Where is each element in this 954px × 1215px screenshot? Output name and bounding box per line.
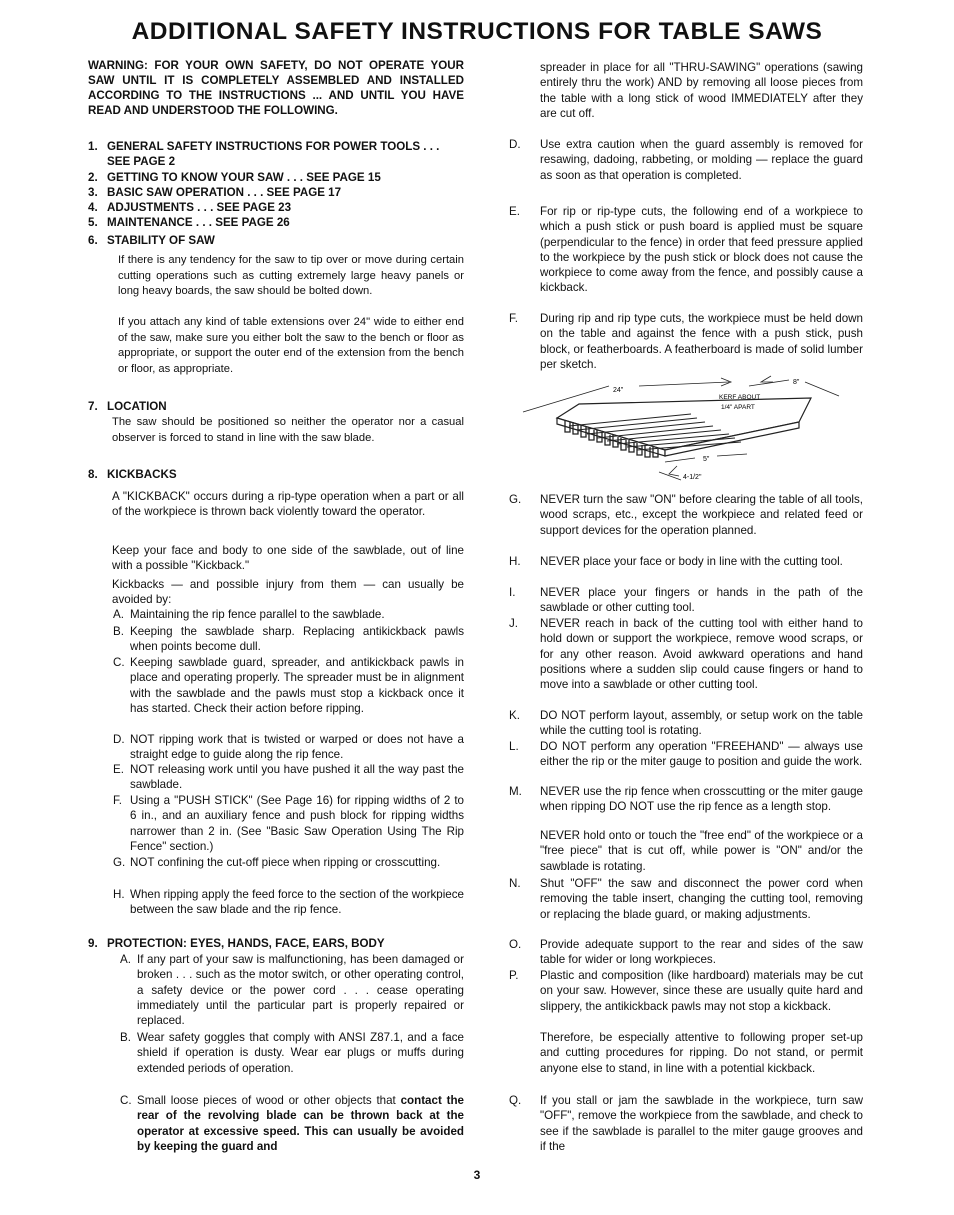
item-letter: F. bbox=[113, 794, 123, 807]
item-text: Shut "OFF" the saw and disconnect the power cord when removing the table insert, changing the cutting tool, removing or replacing the blade guard, or making adjustments. bbox=[540, 877, 863, 921]
item-letter: M. bbox=[509, 785, 522, 798]
item-letter: G. bbox=[509, 493, 522, 506]
item-text: For rip or rip-type cuts, the following end of a workpiece to which a push stick or push board is applied must be square (perpendicular to the fence) in order that feed pressure applied to the workpiece by the push stick or block does not cause the workpiece to come away from the fence, and possibly cause a kickback. bbox=[540, 205, 863, 295]
section-number: 7. bbox=[88, 400, 98, 413]
numbered-item-text: GENERAL SAFETY INSTRUCTIONS FOR POWER TOOLS . . . SEE PAGE 2 bbox=[107, 140, 440, 169]
kickback-item-d bbox=[113, 732, 464, 763]
item-letter: Q. bbox=[509, 1094, 522, 1107]
numbered-item-number: 2. bbox=[88, 171, 98, 184]
numbered-item-number: 1. bbox=[88, 140, 98, 153]
numbered-item-text: STABILITY OF SAW bbox=[107, 234, 215, 247]
kickback-item-c bbox=[113, 655, 464, 716]
numbered-item-5 bbox=[88, 215, 464, 230]
numbered-item-number: 6. bbox=[88, 234, 98, 247]
protection-item-a bbox=[120, 952, 464, 1028]
item-text: When ripping apply the feed force to the section of the workpiece between the saw blade and the rip fence. bbox=[130, 888, 464, 917]
protection-item-b bbox=[120, 1030, 464, 1076]
item-text: NEVER place your fingers or hands in the path of the sawblade or other cutting tool. bbox=[540, 586, 863, 615]
item-letter: D. bbox=[113, 733, 125, 746]
item-letter: E. bbox=[113, 763, 124, 776]
right-continuation-paragraph: spreader in place for all "THRU-SAWING" operations (sawing entirely thru the work) AND by removing all loose pieces from the table with a long stick of wood IMMEDIATELY after they are cut off. bbox=[540, 61, 863, 120]
section-location-heading bbox=[88, 399, 464, 414]
item-letter: A. bbox=[120, 953, 131, 966]
item-text: Use extra caution when the guard assembly is removed for resawing, dadoing, rabbeting, or molding — replace the guard as soon as that operation is completed. bbox=[540, 138, 863, 182]
right-item-g bbox=[509, 492, 863, 538]
numbered-item-text: BASIC SAW OPERATION . . . SEE PAGE 17 bbox=[107, 186, 342, 199]
stability-paragraph-2: If you attach any kind of table extensions over 24" wide to either end of the saw, make sure you either bolt the saw to the bench or floor as appropriate, or support the outer end of the extension from the bench or floor, as appropriate. bbox=[118, 316, 464, 375]
section-number: 9. bbox=[88, 937, 98, 950]
kickback-item-f bbox=[113, 793, 464, 854]
sketch-dim-5: 5" bbox=[703, 456, 710, 463]
right-item-m-continuation: NEVER hold onto or touch the "free end" of the workpiece or a "free piece" that is cut off, while power is "ON" and/or the sawblade is rotating. bbox=[540, 829, 863, 873]
kickbacks-paragraph-1: A "KICKBACK" occurs during a rip-type operation when a part or all of the workpiece is thrown back violently toward the operator. bbox=[112, 490, 464, 519]
sketch-dim-8: 8" bbox=[793, 379, 800, 386]
item-text-bold: contact the rear of the revolving blade can be thrown back at the operator at excessive speed. This can usually be avoided by keeping the guard and bbox=[137, 1094, 464, 1153]
right-item-h bbox=[509, 554, 863, 569]
right-item-j bbox=[509, 616, 863, 692]
item-letter: B. bbox=[113, 625, 124, 638]
numbered-item-number: 4. bbox=[88, 201, 98, 214]
kickbacks-paragraph-2: Keep your face and body to one side of the sawblade, out of line with a possible "Kickback." bbox=[112, 544, 464, 573]
right-item-q bbox=[509, 1093, 863, 1154]
item-letter: O. bbox=[509, 938, 522, 951]
section-heading: LOCATION bbox=[107, 400, 167, 413]
item-letter: I. bbox=[509, 586, 516, 599]
item-letter: J. bbox=[509, 617, 519, 630]
sketch-dim-4: 4-1/2" bbox=[683, 474, 702, 481]
item-text-normal: Small loose pieces of wood or other objects that bbox=[137, 1094, 401, 1107]
item-letter: G. bbox=[113, 856, 126, 869]
item-letter: K. bbox=[509, 709, 520, 722]
item-text: NEVER use the rip fence when crosscutting or the miter gauge when ripping DO NOT use the rip fence as a length stop. bbox=[540, 785, 863, 814]
item-letter: L. bbox=[509, 740, 519, 753]
right-item-k bbox=[509, 708, 863, 739]
item-text: NEVER reach in back of the cutting tool with either hand to hold down or support the workpiece, remove wood scraps, or for any other reason. Avoid awkward operations and hand positions where a sudden slip could cause fingers or hand to move into a sawblade or other cutting tool. bbox=[540, 617, 863, 692]
sketch-kerf-line-1: KERF ABOUT bbox=[719, 394, 761, 401]
numbered-item-3 bbox=[88, 185, 464, 200]
kickback-item-e bbox=[113, 762, 464, 793]
page-title: ADDITIONAL SAFETY INSTRUCTIONS FOR TABLE SAWS bbox=[131, 18, 823, 45]
item-text: DO NOT perform layout, assembly, or setup work on the table while the cutting tool is rotating. bbox=[540, 709, 863, 738]
stability-paragraph-1: If there is any tendency for the saw to tip over or move during certain cutting operations such as cutting extremely large heavy panels or long heavy boards, the saw should be bolted down. bbox=[118, 254, 464, 298]
section-heading: KICKBACKS bbox=[107, 468, 177, 481]
sketch-dim-24: 24" bbox=[613, 387, 624, 394]
numbered-item-6 bbox=[88, 233, 464, 248]
numbered-item-text: GETTING TO KNOW YOUR SAW . . . SEE PAGE 15 bbox=[107, 171, 381, 184]
item-text: NEVER place your face or body in line with the cutting tool. bbox=[540, 555, 843, 568]
right-item-e bbox=[509, 204, 863, 296]
section-protection-heading bbox=[88, 936, 464, 951]
right-item-p bbox=[509, 968, 863, 1014]
item-text: DO NOT perform any operation "FREEHAND" — always use either the rip or the miter gauge to position and guide the work. bbox=[540, 740, 863, 769]
right-item-n bbox=[509, 876, 863, 922]
warning-paragraph: WARNING: FOR YOUR OWN SAFETY, DO NOT OPERATE YOUR SAW UNTIL IT IS COMPLETELY ASSEMBLED AND INSTALLED ACCORDING TO THE INSTRUCTIONS ... AND UNTIL YOU HAVE READ AND UNDERSTOOD THE FOLLOWING. bbox=[88, 59, 464, 117]
item-letter: F. bbox=[509, 312, 519, 325]
item-letter: H. bbox=[113, 888, 125, 901]
kickback-item-h bbox=[113, 887, 464, 918]
numbered-item-1 bbox=[88, 139, 464, 170]
numbered-item-text: MAINTENANCE . . . SEE PAGE 26 bbox=[107, 216, 290, 229]
item-letter: E. bbox=[509, 205, 520, 218]
item-text: Using a "PUSH STICK" (See Page 16) for ripping widths of 2 to 6 in., and an auxiliary fence and push block for ripping widths narrower than 2 in. (See "Basic Saw Operation Using The Rip Fence" section.) bbox=[130, 794, 464, 853]
kickback-item-a bbox=[113, 607, 464, 622]
protection-item-c bbox=[120, 1093, 464, 1154]
kickback-item-b bbox=[113, 624, 464, 655]
numbered-item-text: ADJUSTMENTS . . . SEE PAGE 23 bbox=[107, 201, 292, 214]
item-text: NOT ripping work that is twisted or warped or does not have a straight edge to guide along the rip fence. bbox=[130, 733, 464, 762]
item-text: NOT confining the cut-off piece when ripping or crosscutting. bbox=[130, 856, 441, 869]
item-text: NOT releasing work until you have pushed it all the way past the sawblade. bbox=[130, 763, 464, 792]
item-text: Plastic and composition (like hardboard) materials may be cut on your saw. However, since these are usually quite hard and slippery, the antikickback pawls may not stop a kickback. bbox=[540, 969, 863, 1013]
section-number: 8. bbox=[88, 468, 98, 481]
item-letter: N. bbox=[509, 877, 521, 890]
section-kickbacks-heading bbox=[88, 467, 464, 482]
item-text: NEVER turn the saw "ON" before clearing the table of all tools, wood scraps, etc., except the workpiece and related feed or support devices for the operation planned. bbox=[540, 493, 863, 537]
item-text: During rip and rip type cuts, the workpiece must be held down on the table and against the fence with a push stick, push block, or featherboards. A featherboard is made of solid lumber per sketch. bbox=[540, 312, 863, 371]
kickbacks-paragraph-3: Kickbacks — and possible injury from them — can usually be avoided by: bbox=[112, 578, 464, 607]
item-letter: D. bbox=[509, 138, 521, 151]
item-letter: C. bbox=[120, 1094, 132, 1107]
item-letter: C. bbox=[113, 656, 125, 669]
right-item-l bbox=[509, 739, 863, 770]
right-item-o bbox=[509, 937, 863, 968]
right-item-p-continuation: Therefore, be especially attentive to following proper set-up and cutting procedures for ripping. Do not stand, or permit anyone else to stand, in line with a potential kickback. bbox=[540, 1031, 863, 1075]
sketch-kerf-line-2: 1/4" APART bbox=[721, 404, 755, 411]
item-letter: A. bbox=[113, 608, 124, 621]
numbered-item-4 bbox=[88, 200, 464, 215]
item-letter: B. bbox=[120, 1031, 131, 1044]
item-letter: P. bbox=[509, 969, 519, 982]
kickback-item-g bbox=[113, 855, 464, 870]
page-number: 3 bbox=[473, 1168, 481, 1182]
item-text: If you stall or jam the sawblade in the workpiece, turn saw "OFF", remove the workpiece from the sawblade, and check to see if the sawblade is parallel to the miter gauge grooves and if the bbox=[540, 1094, 863, 1153]
right-item-i bbox=[509, 585, 863, 616]
section-heading: PROTECTION: EYES, HANDS, FACE, EARS, BODY bbox=[107, 937, 385, 950]
right-item-m bbox=[509, 784, 863, 815]
item-text: If any part of your saw is malfunctioning, has been damaged or broken . . . such as the motor switch, or other operating control, a safety device or the power cord . . . cease operating immediately until the particular part is properly repaired or replaced. bbox=[137, 953, 464, 1028]
numbered-item-number: 5. bbox=[88, 216, 98, 229]
right-item-f bbox=[509, 311, 863, 372]
item-text: Keeping sawblade guard, spreader, and antikickback pawls in place and operating properly. The spreader must be in alignment with the sawblade and the pawls must stop a kickback once it has started. Check their action before ripping. bbox=[130, 656, 464, 715]
featherboard-sketch bbox=[509, 374, 863, 486]
item-text: Keeping the sawblade sharp. Replacing antikickback pawls when points become dull. bbox=[130, 625, 464, 654]
numbered-item-number: 3. bbox=[88, 186, 98, 199]
item-text: Wear safety goggles that comply with ANSI Z87.1, and a face shield if operation is dusty. Wear ear plugs or muffs during extended periods of operation. bbox=[137, 1031, 464, 1075]
item-text bbox=[137, 1093, 464, 1154]
item-letter: H. bbox=[509, 555, 521, 568]
item-text: Maintaining the rip fence parallel to the sawblade. bbox=[130, 608, 385, 621]
location-text: The saw should be positioned so neither the operator nor a casual observer is forced to stand in line with the saw blade. bbox=[112, 416, 464, 444]
right-item-d bbox=[509, 137, 863, 183]
item-text: Provide adequate support to the rear and sides of the saw table for wider or long workpieces. bbox=[540, 938, 863, 967]
numbered-item-2 bbox=[88, 170, 464, 185]
